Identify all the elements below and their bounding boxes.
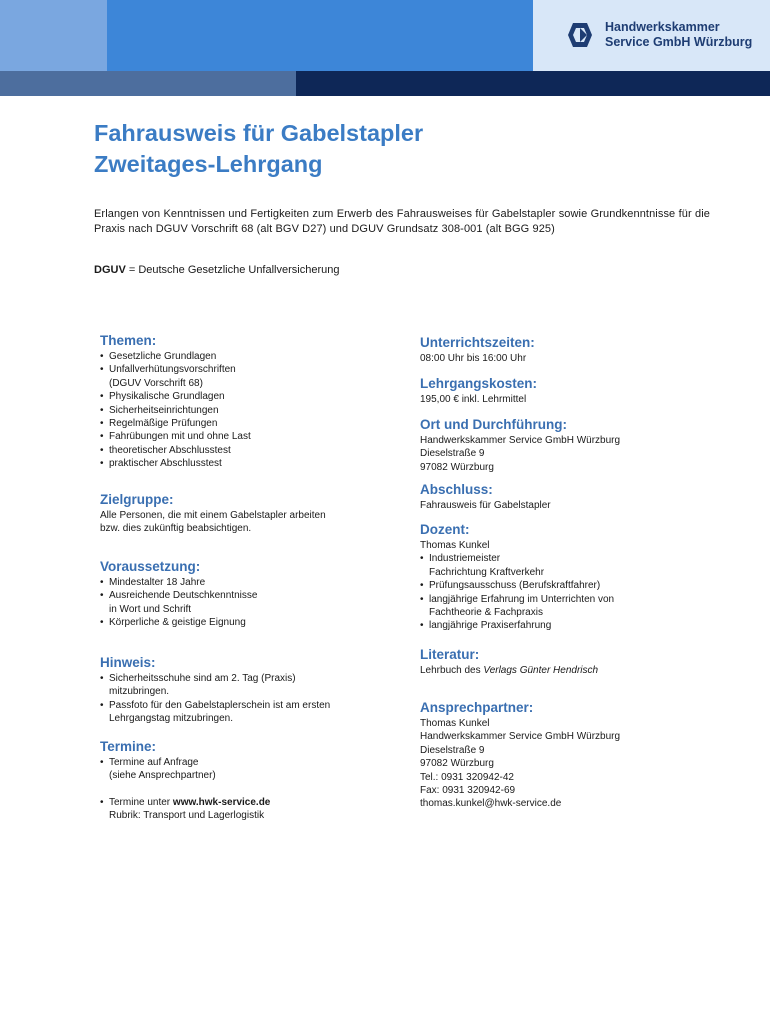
contact-fax: Fax: 0931 320942-69 bbox=[420, 785, 516, 797]
contact-name: Thomas Kunkel bbox=[420, 718, 490, 729]
list-item bbox=[100, 576, 257, 589]
list-item bbox=[100, 457, 251, 470]
themen-item-text: Gesetzliche Grundlagen bbox=[109, 351, 217, 362]
list-item bbox=[100, 616, 257, 629]
header-band-light bbox=[0, 0, 107, 71]
section-dozent bbox=[420, 522, 614, 633]
ansprechpartner-heading: Ansprechpartner: bbox=[420, 700, 534, 715]
list-item bbox=[420, 579, 614, 592]
list-item bbox=[100, 390, 251, 403]
unterrichtszeiten-text: 08:00 Uhr bis 16:00 Uhr bbox=[420, 353, 527, 364]
section-zielgruppe bbox=[100, 492, 326, 536]
abschluss-text: Fahrausweis für Gabelstapler bbox=[420, 500, 551, 511]
themen-item-text: Regelmäßige Prüfungen bbox=[109, 418, 218, 430]
termine-item-sub: Rubrik: Transport und Lagerlogistik bbox=[109, 810, 265, 822]
list-item bbox=[100, 756, 270, 783]
logo-line-2: Service GmbH Würzburg bbox=[605, 35, 753, 49]
page-title bbox=[94, 118, 423, 180]
title-line-1: Fahrausweis für Gabelstapler bbox=[94, 120, 424, 146]
dguv-text: = Deutsche Gesetzliche Unfallversicherung bbox=[125, 264, 340, 276]
voraussetzung-heading: Voraussetzung: bbox=[100, 559, 201, 574]
literatur-prefix: Lehrbuch des bbox=[420, 665, 484, 676]
themen-item-text: Sicherheitseinrichtungen bbox=[109, 404, 219, 416]
list-item bbox=[100, 430, 251, 443]
dozent-item-text: Industriemeister bbox=[429, 553, 501, 565]
list-item bbox=[100, 589, 257, 616]
section-unterrichtszeiten bbox=[420, 335, 535, 365]
list-item bbox=[420, 593, 614, 620]
website-link[interactable]: www.hwk-service.de bbox=[172, 796, 271, 808]
zielgruppe-line-1: Alle Personen, die mit einem Gabelstapler arbeiten bbox=[100, 510, 326, 521]
header-stripe-mid bbox=[0, 71, 296, 96]
voraussetzung-item-text: Ausreichende Deutschkenntnisse bbox=[109, 590, 258, 602]
themen-item-text: Unfallverhütungsvorschriften bbox=[109, 364, 236, 376]
list-item bbox=[420, 552, 614, 579]
list-item bbox=[100, 417, 251, 430]
section-voraussetzung bbox=[100, 559, 257, 630]
section-lehrgangskosten bbox=[420, 376, 537, 406]
dozent-item-sub: Fachtheorie & Fachpraxis bbox=[429, 607, 543, 619]
themen-item-text: Physikalische Grundlagen bbox=[109, 391, 225, 403]
ort-line-1: Handwerkskammer Service GmbH Würzburg bbox=[420, 435, 621, 446]
dozent-heading: Dozent: bbox=[420, 522, 470, 537]
themen-item-text: theoretischer Abschlusstest bbox=[109, 444, 231, 456]
themen-item-sub: (DGUV Vorschrift 68) bbox=[109, 377, 203, 389]
ort-line-3: 97082 Würzburg bbox=[420, 461, 494, 473]
list-item bbox=[100, 363, 251, 390]
logo-text bbox=[605, 20, 752, 50]
section-abschluss bbox=[420, 482, 551, 512]
list-item bbox=[100, 796, 270, 823]
termine-heading: Termine: bbox=[100, 739, 157, 754]
hinweis-item-text: Passfoto für den Gabelstaplerschein ist am ersten bbox=[109, 699, 331, 711]
title-line-2: Zweitages-Lehrgang bbox=[94, 151, 323, 177]
section-hinweis bbox=[100, 655, 330, 726]
themen-heading: Themen: bbox=[100, 333, 157, 348]
list-item bbox=[100, 699, 330, 726]
hwk-logo-icon bbox=[567, 22, 593, 48]
hinweis-item-sub: Lehrgangstag mitzubringen. bbox=[109, 713, 233, 725]
voraussetzung-list bbox=[100, 576, 257, 630]
contact-company: Handwerkskammer Service GmbH Würzburg bbox=[420, 731, 621, 743]
list-item bbox=[100, 672, 330, 699]
hinweis-item-sub: mitzubringen. bbox=[109, 686, 170, 698]
ort-heading: Ort und Durchführung: bbox=[420, 417, 567, 432]
zielgruppe-heading: Zielgruppe: bbox=[100, 492, 174, 507]
header-stripe-dark bbox=[296, 71, 770, 96]
themen-list bbox=[100, 350, 251, 471]
termine-list-2 bbox=[100, 796, 270, 823]
dozent-name: Thomas Kunkel bbox=[420, 540, 490, 551]
termine-list bbox=[100, 756, 270, 783]
contact-phone[interactable]: Tel.: 0931 320942-42 bbox=[420, 771, 514, 783]
dozent-item-text: langjährige Praxiserfahrung bbox=[429, 620, 552, 632]
voraussetzung-item-text: Mindestalter 18 Jahre bbox=[109, 577, 206, 588]
list-item bbox=[420, 619, 614, 632]
contact-street: Dieselstraße 9 bbox=[420, 744, 485, 756]
dozent-item-text: Prüfungsausschuss (Berufskraftfahrer) bbox=[429, 580, 601, 592]
section-themen bbox=[100, 333, 251, 471]
hinweis-heading: Hinweis: bbox=[100, 655, 156, 670]
literatur-heading: Literatur: bbox=[420, 647, 480, 662]
contact-email[interactable]: thomas.kunkel@hwk-service.de bbox=[420, 798, 562, 810]
dozent-item-text: langjährige Erfahrung im Unterrichten von bbox=[429, 593, 615, 605]
hinweis-list bbox=[100, 672, 330, 726]
intro-text: Erlangen von Kenntnissen und Fertigkeiten zum Erwerb des Fahrausweises für Gabelstapler sowie Grundkenntnisse für die Praxis nach DGUV Vorschrift 68 (alt BGV D27) und DGUV Grundsatz 308-001 (alt BGG 925) bbox=[94, 208, 710, 235]
logo[interactable] bbox=[533, 0, 770, 71]
kosten-text: 195,00 € inkl. Lehrmittel bbox=[420, 394, 527, 405]
list-item bbox=[100, 444, 251, 457]
spacer bbox=[100, 783, 270, 796]
logo-line-1: Handwerkskammer bbox=[605, 20, 720, 34]
termine-item-sub: (siehe Ansprechpartner) bbox=[109, 770, 216, 782]
kosten-heading: Lehrgangskosten: bbox=[420, 376, 538, 391]
section-termine bbox=[100, 739, 270, 823]
unterrichtszeiten-heading: Unterrichtszeiten: bbox=[420, 335, 535, 350]
hinweis-item-text: Sicherheitsschuhe sind am 2. Tag (Praxis) bbox=[109, 673, 296, 684]
voraussetzung-item-sub: in Wort und Schrift bbox=[109, 603, 192, 615]
list-item bbox=[100, 404, 251, 417]
ort-line-2: Dieselstraße 9 bbox=[420, 448, 485, 460]
termine-item-prefix: Termine unter bbox=[109, 796, 173, 808]
literatur-publisher: Verlags Günter Hendrisch bbox=[483, 665, 599, 676]
list-item bbox=[100, 350, 251, 363]
termine-item-text: Termine auf Anfrage bbox=[109, 757, 199, 768]
themen-item-text: Fahrübungen mit und ohne Last bbox=[109, 431, 251, 443]
themen-item-text: praktischer Abschlusstest bbox=[109, 458, 222, 470]
section-ansprechpartner bbox=[420, 700, 620, 811]
header-band-blue bbox=[107, 0, 533, 71]
literatur-text bbox=[420, 664, 598, 677]
dguv-abbr: DGUV bbox=[94, 264, 126, 276]
voraussetzung-item-text: Körperliche & geistige Eignung bbox=[109, 617, 246, 629]
dguv-definition bbox=[94, 263, 339, 277]
contact-city: 97082 Würzburg bbox=[420, 758, 494, 770]
dozent-item-sub: Fachrichtung Kraftverkehr bbox=[429, 566, 545, 578]
dozent-list bbox=[420, 552, 614, 632]
abschluss-heading: Abschluss: bbox=[420, 482, 493, 497]
section-literatur bbox=[420, 647, 598, 677]
section-ort bbox=[420, 417, 620, 474]
zielgruppe-line-2: bzw. dies zukünftig beabsichtigen. bbox=[100, 523, 252, 535]
